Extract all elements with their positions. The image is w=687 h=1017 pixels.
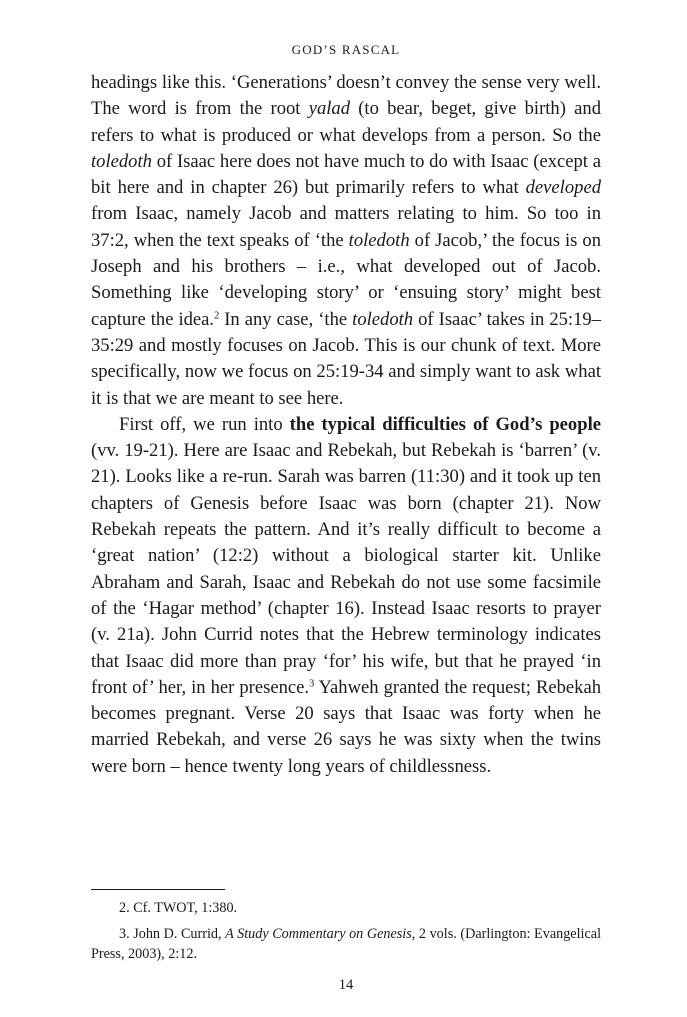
text-run: of Isaac here does not have much to do with Isaac (except a bit here and in chapter 26) but primarily refers to what	[91, 150, 601, 199]
footnote-divider	[91, 889, 225, 890]
text-run: In any case, ‘the	[219, 308, 353, 330]
text-run: from Isaac, namely Jacob and matters relating to him. So too in 37:2, when the text speaks of ‘the	[91, 203, 601, 251]
hebrew-term: toledoth	[348, 229, 410, 251]
footnotes	[91, 898, 601, 970]
book-title: A Study Commentary on Genesis	[225, 926, 412, 942]
bold-heading-phrase: the typical difficulties of God’s people	[289, 413, 601, 435]
footnote-marker: 3	[309, 678, 315, 690]
page-number: 14	[338, 977, 354, 993]
hebrew-term: toledoth	[91, 150, 152, 172]
text-run: 3. John D. Currid,	[119, 926, 226, 942]
footnote-2: 2. Cf. TWOT, 1:380.	[119, 900, 238, 916]
footnote-3	[91, 924, 601, 964]
paragraph	[91, 412, 601, 780]
text-run: Yahweh granted the request; Rebekah becomes pregnant. Verse 20 says that Isaac was forty when he married Rebekah, and verse 26 says he was sixty when the twins were born – hence twenty long years of childlessness.	[91, 676, 602, 777]
text-run: of Isaac’ takes in 25:19–35:29 and mostly focuses on Jacob. This is our chunk of text. More specifically, now we focus on 25:19-34 and simply want to ask what it is that we are meant to see here.	[91, 308, 601, 409]
footnote-marker: 2	[214, 310, 220, 322]
text-run: (vv. 19-21). Here are Isaac and Rebekah, but Rebekah is ‘barren’ (v. 21). Looks like a re-run. Sarah was barren (11:30) and it took up ten chapters of Genesis before Isaac was born (chapter 21). Now Rebekah repeats the pattern. And it’s really difficult to become a ‘great nation’ (12:2) without a biological starter kit. Unlike Abraham and Sarah, Isaac and Rebekah do not use some facsimile of the ‘Hagar method’ (chapter 16). Instead Isaac resorts to prayer (v. 21a). John Currid notes that the Hebrew terminology indicates that Isaac did more than pray ‘for’ his wife, but that he prayed ‘in front of’ her, in her presence.	[91, 440, 601, 698]
text-run: (to bear, beget, give birth) and refers to what is produced or what develops from a person. So the	[91, 98, 601, 146]
running-head: GOD’S RASCAL	[291, 42, 401, 57]
body-text	[91, 70, 601, 780]
book-page	[91, 0, 601, 1017]
hebrew-term: yalad	[308, 98, 350, 120]
text-run: First off, we run into	[119, 413, 290, 435]
emphasis: developed	[525, 177, 601, 199]
text-run: headings like this. ‘Generations’ doesn’t convey the sense very well. The word is from the root	[91, 72, 601, 120]
paragraph-continued	[91, 70, 601, 412]
hebrew-term: toledoth	[352, 308, 414, 330]
text-run: , 2 vols. (Darlington: Evangelical Press, 2003), 2:12.	[91, 926, 602, 962]
text-run: of Jacob,’ the focus is on Joseph and his brothers – i.e., what developed out of Jacob. Something like ‘developing story’ or ‘ensuing story’ might best capture the idea.	[91, 229, 601, 330]
